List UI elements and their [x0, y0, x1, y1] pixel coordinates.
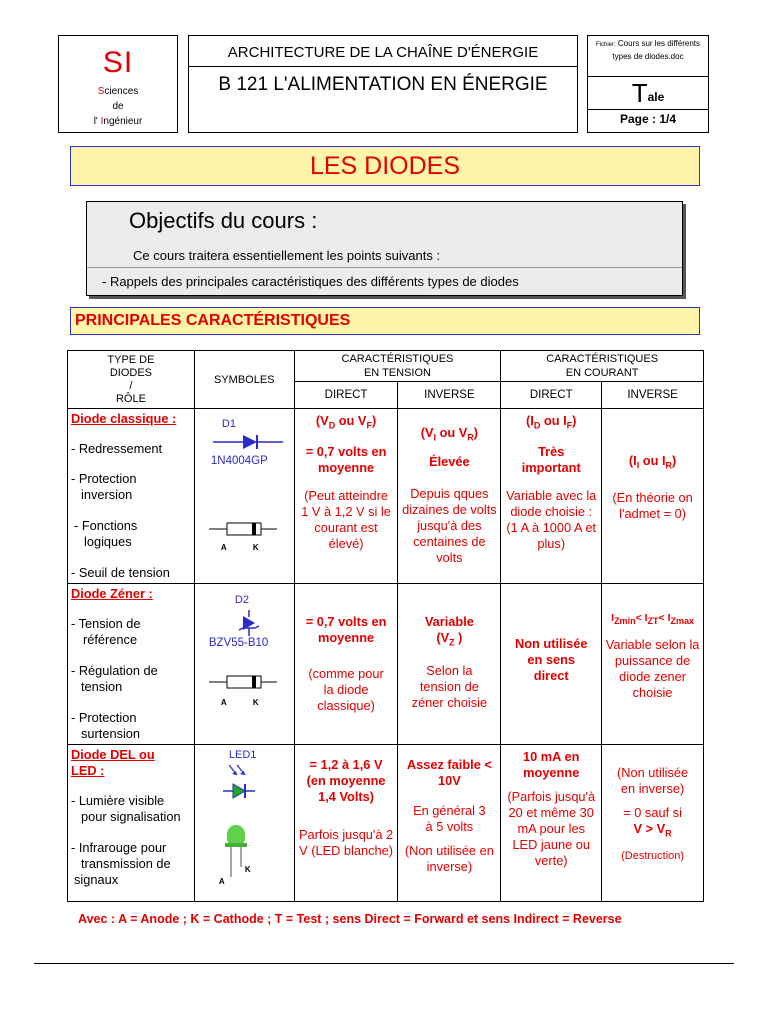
t: ) — [672, 453, 677, 468]
role-item: - Tension de — [71, 616, 141, 631]
led-symbol-icon — [223, 763, 263, 823]
zener-symbol-icon — [209, 610, 289, 636]
courant-inverse-note: (En théorie on l'admet = 0) — [612, 489, 693, 521]
logo-initial-i: I — [100, 116, 104, 127]
diode-name: Diode DEL ou LED : — [71, 747, 155, 778]
symbol-cell — [194, 584, 294, 745]
role-item: inversion — [81, 487, 133, 502]
pin-cathode: K — [244, 865, 251, 874]
courant-direct-cell — [501, 584, 602, 745]
courant-direct-cell — [501, 409, 602, 584]
role-item: signaux — [74, 872, 119, 887]
tension-direct-value: = 0,7 volts en moyenne — [305, 614, 387, 645]
courant-direct-note: Variable avec la diode choisie : (1 A à 1000 A et plus) — [506, 487, 597, 551]
tension-direct-cell — [294, 745, 398, 902]
header-type-line: RÔLE — [115, 392, 146, 405]
type-cell — [68, 745, 195, 902]
t: ou V — [436, 425, 468, 440]
t: D — [533, 420, 541, 431]
courant-direct-value: 10 mA en moyenne — [523, 749, 580, 780]
role-item: - Fonctions — [74, 518, 138, 533]
courant-inverse-cell — [602, 409, 704, 584]
header-tension-direct: DIRECT — [294, 382, 398, 409]
tension-direct-value: = 0,7 volts en moyenne — [305, 443, 387, 475]
role-item: logiques — [84, 534, 132, 549]
diode-name: Diode classique : — [71, 411, 177, 426]
t: (I — [526, 413, 534, 428]
logo-sub-line-1: ciences — [104, 86, 139, 97]
characteristics-table — [67, 350, 704, 902]
tension-direct-note: Parfois jusqu'à 2 V (LED blanche) — [298, 827, 394, 858]
pin-cathode: K — [252, 698, 259, 707]
courant-inverse-formula — [602, 821, 703, 842]
header-type-line: / — [129, 379, 133, 392]
tension-inverse-note: Depuis qques dizaines de volts jusqu'à des centaines de volts — [402, 485, 497, 565]
t: ou V — [335, 413, 367, 428]
diode-package-icon — [209, 521, 279, 537]
t: (V — [315, 413, 329, 428]
legend-note: Avec : A = Anode ; K = Cathode ; T = Test ; sens Direct = Forward et sens Indirect = Reverse — [78, 912, 622, 926]
footer-divider — [34, 963, 734, 964]
courant-direct-value: Très important — [521, 443, 581, 475]
t: Zmin — [614, 616, 636, 627]
divider — [87, 267, 682, 268]
header-courant-inverse: INVERSE — [602, 382, 704, 409]
logo-initial-s: S — [97, 86, 105, 97]
tension-inverse-cell — [398, 584, 501, 745]
courant-inverse-destruction: (Destruction) — [621, 849, 685, 862]
level-letter: T — [631, 78, 648, 108]
tension-direct-cell — [294, 584, 398, 745]
courant-direct-note: (Parfois jusqu'à 20 et même 30 mA pour les LED jaune ou verte) — [507, 789, 596, 868]
header-type — [68, 351, 195, 409]
t: ) — [572, 413, 577, 428]
objectives-heading: Objectifs du cours : — [129, 208, 318, 233]
header-courant — [501, 351, 704, 382]
logo-sub-line-2: de — [112, 101, 124, 112]
tension-inverse-value: Variable — [424, 614, 474, 629]
objectives-line-1: Ce cours traitera essentiellement les points suivants : — [133, 248, 441, 263]
courant-inverse-cell — [602, 584, 704, 745]
courant-inverse-note: Variable selon la puissance de diode zener choisie — [605, 637, 700, 701]
t: R — [467, 432, 474, 443]
role-item: - Régulation de — [71, 663, 158, 678]
tension-inverse-note: Selon la tension de zéner choisie — [411, 662, 488, 710]
level-sup: ale — [647, 90, 665, 104]
tension-inverse-symbol — [398, 630, 500, 651]
role-item: - Redressement — [71, 441, 163, 456]
header-courant-direct: DIRECT — [501, 382, 602, 409]
diode-symbol-icon — [213, 433, 293, 451]
component-reference: BZV55-B10 — [208, 637, 269, 649]
t: ZT — [647, 616, 659, 627]
t: R — [665, 828, 672, 839]
t: F — [366, 420, 372, 431]
courant-inverse-range — [602, 610, 703, 629]
pin-anode: A — [220, 543, 227, 552]
role-item: - Lumière visible — [71, 793, 165, 808]
tension-direct-symbol — [295, 413, 398, 434]
component-reference: 1N4004GP — [210, 455, 268, 467]
t: ou I — [639, 453, 666, 468]
header-tension — [294, 351, 501, 382]
role-item: transmission de — [81, 856, 171, 871]
tension-inverse-cell — [398, 409, 501, 584]
t: ) — [454, 630, 463, 645]
header-type-line: TYPE DE — [107, 353, 155, 366]
tension-direct-cell — [294, 409, 398, 584]
type-cell — [68, 584, 195, 745]
type-cell — [68, 409, 195, 584]
chapter-title: B 121 L'ALIMENTATION EN ÉNERGIE — [218, 74, 548, 95]
t: F — [566, 420, 573, 431]
role-item: - Seuil de tension — [71, 565, 170, 580]
t: I — [433, 432, 437, 443]
courant-inverse-symbol — [602, 453, 703, 474]
t: V > V — [633, 821, 666, 836]
tension-direct-note: (Peut atteindre 1 V à 1,2 V si le courant est élevé) — [301, 487, 391, 551]
led-package-icon — [217, 825, 257, 885]
section-title: PRINCIPALES CARACTÉRISTIQUES — [70, 307, 700, 335]
divider — [189, 66, 577, 67]
t: D — [328, 420, 336, 431]
t: ou I — [540, 413, 567, 428]
logo-sub-line-3a: l' — [93, 116, 101, 127]
role-item: - Protection — [71, 471, 137, 486]
header-tension-inverse: INVERSE — [398, 382, 501, 409]
file-label: Fichier: — [595, 42, 616, 48]
page-title: LES DIODES — [70, 146, 700, 186]
component-label: LED1 — [228, 749, 257, 761]
role-item: - Protection — [71, 710, 137, 725]
table-row — [68, 584, 704, 745]
t: ) — [371, 413, 377, 428]
tension-inverse-note: En général 3 à 5 volts — [413, 803, 486, 834]
diode-package-icon — [209, 674, 279, 690]
header-symboles: SYMBOLES — [194, 351, 294, 409]
tension-inverse-value: Assez faible < 10V — [406, 757, 492, 788]
logo-box — [58, 35, 178, 133]
t: I — [636, 460, 640, 471]
symbol-cell — [194, 409, 294, 584]
t: Z — [449, 637, 455, 648]
tension-inverse-note: (Non utilisée en inverse) — [404, 843, 494, 874]
courant-inverse-condition: = 0 sauf si — [623, 805, 682, 820]
header-courant-line: EN COURANT — [565, 367, 639, 379]
role-item: - Infrarouge pour — [71, 840, 167, 855]
role-item: pour signalisation — [81, 809, 181, 824]
page-number: Page : 1/4 — [619, 112, 677, 126]
role-item: référence — [83, 632, 138, 647]
t: ) — [473, 425, 479, 440]
logo-text: SI — [102, 46, 134, 79]
header-tension-line: CARACTÉRISTIQUES — [341, 353, 454, 365]
component-label: D1 — [221, 418, 236, 430]
tension-inverse-value: Élevée — [429, 453, 470, 469]
chapter-box — [188, 35, 578, 133]
t: < I — [658, 612, 671, 624]
diode-name: Diode Zéner : — [71, 586, 153, 601]
logo-sub-line-3b: ngénieur — [103, 116, 143, 127]
symbol-cell — [194, 745, 294, 902]
t: I — [611, 612, 615, 624]
class-level — [588, 76, 708, 110]
header-type-line: DIODES — [109, 366, 153, 379]
courant-inverse-cell — [602, 745, 704, 902]
objectives-line-2: - Rappels des principales caractéristiques des différents types de diodes — [102, 274, 519, 289]
logo-subtitle — [59, 84, 177, 129]
t: R — [665, 460, 673, 471]
component-label: D2 — [234, 594, 249, 606]
header-courant-line: CARACTÉRISTIQUES — [546, 353, 659, 365]
pin-anode: A — [218, 877, 225, 886]
t: (I — [628, 453, 637, 468]
file-name-text: Cours sur les différents types de diodes.doc — [612, 39, 700, 61]
header-tension-line: EN TENSION — [363, 367, 431, 379]
role-item: surtension — [81, 726, 141, 741]
t: Zmax — [670, 616, 695, 627]
file-name — [592, 38, 704, 63]
tension-direct-value: = 1,2 à 1,6 V (en moyenne 1,4 Volts) — [306, 757, 386, 804]
courant-direct-symbol — [501, 413, 601, 434]
t: < I — [635, 612, 648, 624]
t: (V — [420, 425, 434, 440]
pin-cathode: K — [252, 543, 259, 552]
tension-direct-note: (comme pour la diode classique) — [308, 666, 384, 713]
courant-direct-value: Non utilisée en sens direct — [514, 636, 588, 683]
role-item: tension — [81, 679, 123, 694]
table-row — [68, 745, 704, 902]
chain-title: ARCHITECTURE DE LA CHAÎNE D'ÉNERGIE — [227, 44, 539, 61]
pin-anode: A — [220, 698, 227, 707]
t: (V — [436, 630, 450, 645]
tension-inverse-symbol — [398, 425, 500, 446]
tension-inverse-cell — [398, 745, 501, 902]
courant-inverse-note: (Non utilisée en inverse) — [617, 765, 689, 796]
courant-direct-cell — [501, 745, 602, 902]
file-info-box — [587, 35, 709, 133]
table-row — [68, 409, 704, 584]
objectives-box — [86, 201, 683, 296]
